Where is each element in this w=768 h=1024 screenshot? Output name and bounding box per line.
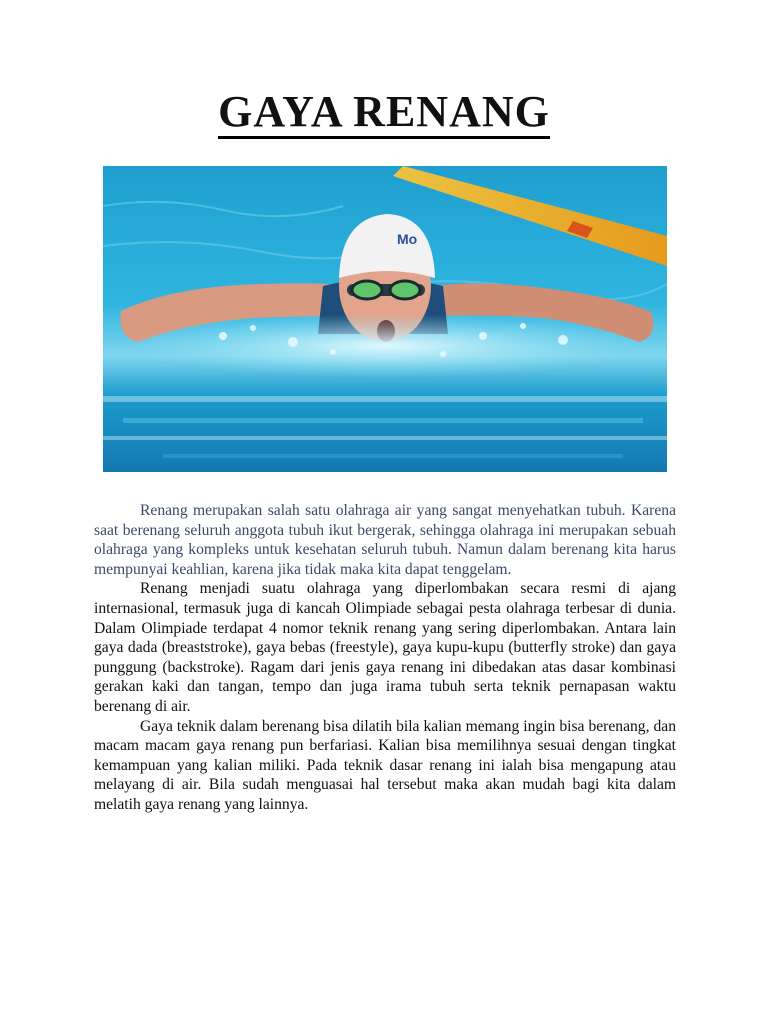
body-text — [94, 501, 676, 815]
page-title: GAYA RENANG — [218, 87, 550, 139]
paragraph-2: Renang menjadi suatu olahraga yang diperlombakan secara resmi di ajang internasional, termasuk juga di kancah Olimpiade sebagai pesta olahraga terbesar di dunia. Dalam Olimpiade terdapat 4 nomor teknik renang yang sering diperlombakan. Antara lain gaya dada (breaststroke), gaya bebas (freestyle), gaya kupu-kupu (butterfly stroke) dan gaya punggung (backstroke). Ragam dari jenis gaya renang ini dibedakan atas dasar kombinasi gerakan kaki dan tangan, tempo dan juga irama tubuh serta teknik pernapasan waktu berenang di air. — [94, 580, 676, 715]
paragraph-3: Gaya teknik dalam berenang bisa dilatih bila kalian memang ingin bisa berenang, dan macam macam gaya renang pun berfariasi. Kalian bisa memilihnya sesuai dengan tingkat kemampuan yang kalian miliki. Pada teknik dasar renang ini ialah bisa mengapung atau melayang di air. Bila sudah menguasai hal tersebut maka akan mudah bagi kita dalam melatih gaya renang yang lainnya. — [94, 717, 676, 813]
cap-lettering: Mo — [397, 231, 418, 247]
paragraph-1: Renang merupakan salah satu olahraga air yang sangat menyehatkan tubuh. Karena saat berenang seluruh anggota tubuh ikut bergerak, sehingga olahraga ini merupakan sebuah olahraga yang kompleks untuk kesehatan seluruh tubuh. Namun dalam berenang kita harus mempunyai keahlian, karena jika tidak maka kita dapat tenggelam. — [94, 502, 676, 578]
swimmer-photo — [103, 166, 667, 472]
page-title-container — [0, 86, 768, 138]
